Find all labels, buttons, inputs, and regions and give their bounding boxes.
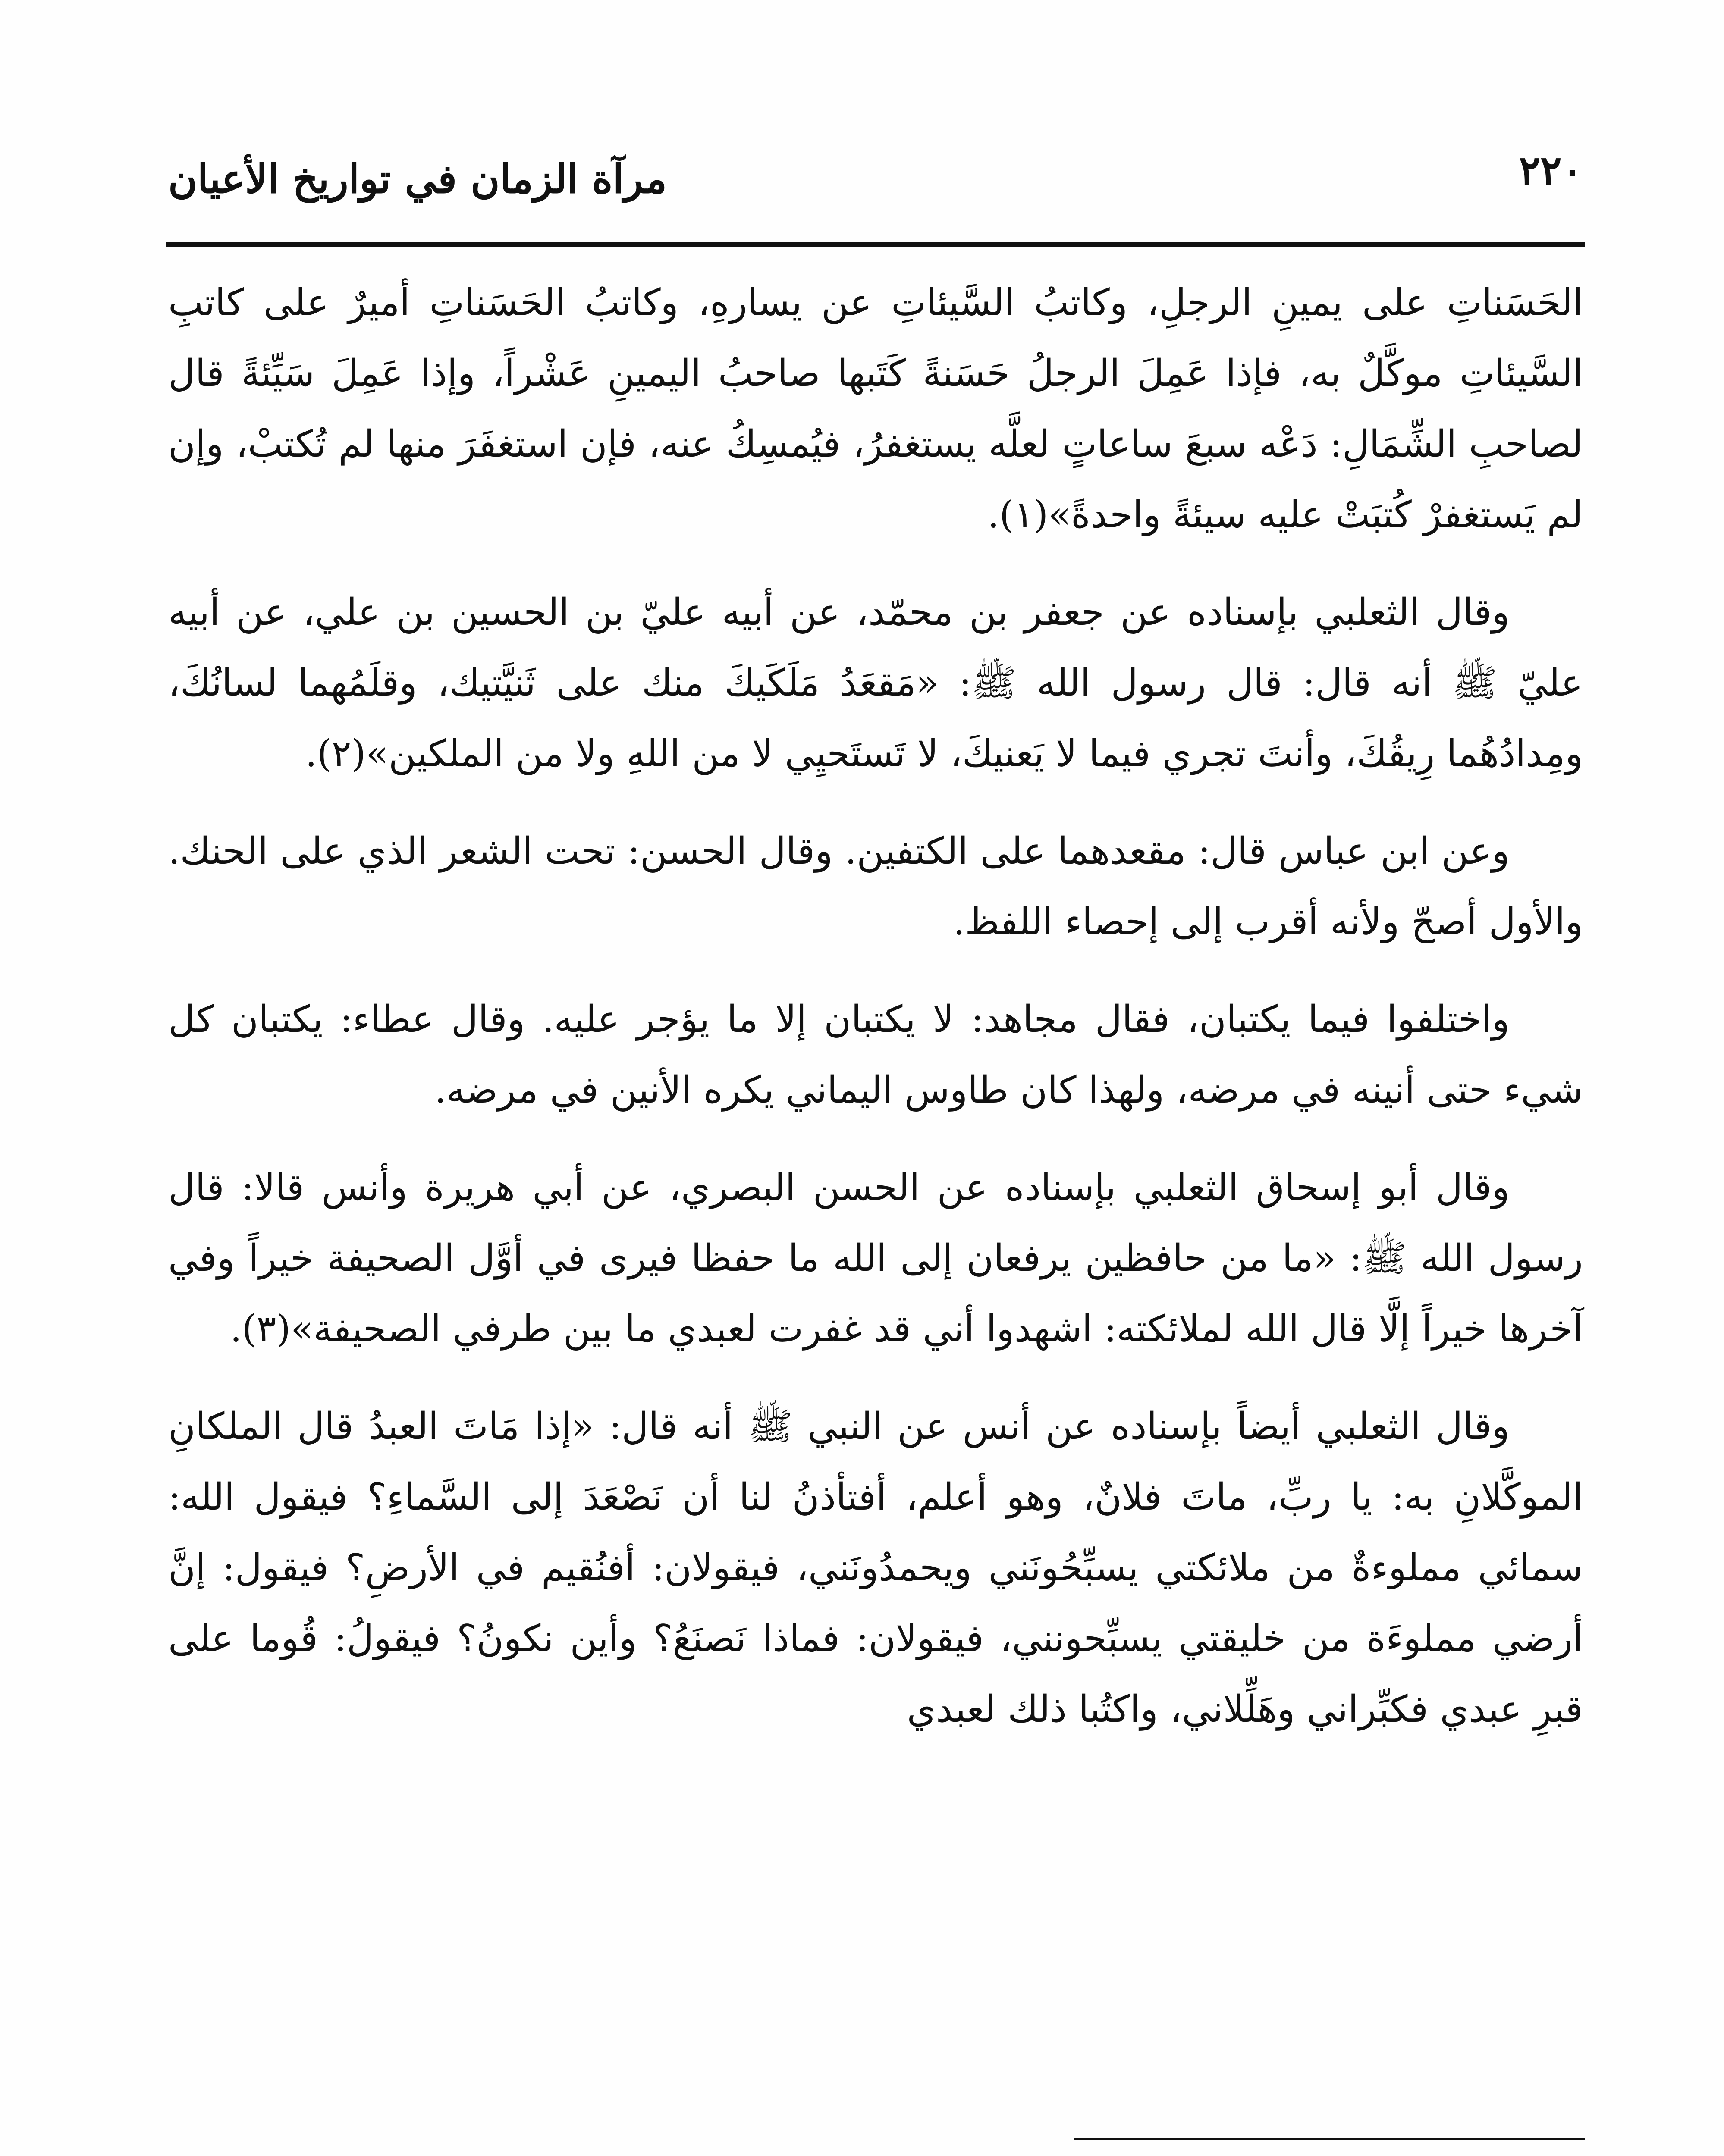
paragraph-4: واختلفوا فيما يكتبان، فقال مجاهد: لا يكتبان إلا ما يؤجر عليه. وقال عطاء: يكتبان كل شيء حتى أنينه في مرضه، ولهذا كان طاوس اليماني يكره الأنين في مرضه. (168, 998, 1583, 1112)
paragraph-1: الحَسَناتِ على يمينِ الرجلِ، وكاتبُ السَّيئاتِ عن يسارهِ، وكاتبُ الحَسَناتِ أميرٌ على كاتبِ السَّيئاتِ موكَّلٌ به، فإذا عَمِلَ الرجلُ حَسَنةً كَتَبها صاحبُ اليمينِ عَشْراً، وإذا عَمِلَ سَيِّئةً قال لصاحبِ الشِّمَالِ: دَعْه سبعَ ساعاتٍ لعلَّه يستغفرُ، فيُمسِكُ عنه، فإن استغفَرَ منها لم تُكتبْ، وإن لم يَستغفرْ كُتبَتْ عليه سيئةً واحدةً»(١). (168, 281, 1583, 536)
main-text (168, 267, 1583, 1771)
paragraph-6: وقال الثعلبي أيضاً بإسناده عن أنس عن النبي ﷺ أنه قال: «إذا مَاتَ العبدُ قال الملكانِ الموكَّلانِ به: يا ربِّ، ماتَ فلانٌ، وهو أعلم، أفتأذنُ لنا أن نَصْعَدَ إلى السَّماءِ؟ فيقول الله: سمائي مملوءةٌ من ملائكتي يسبِّحُونَني ويحمدُونَني، فيقولان: أفنُقيم في الأرضِ؟ فيقول: إنَّ أرضي مملوءَة من خليقتي يسبِّحونني، فيقولان: فماذا نَصنَعُ؟ وأين نكونُ؟ فيقولُ: قُوما على قبرِ عبدي فكبِّراني وهَلِّلاني، واكتُبا ذلك لعبدي (168, 1405, 1583, 1731)
paragraph-5: وقال أبو إسحاق الثعلبي بإسناده عن الحسن البصري، عن أبي هريرة وأنس قالا: قال رسول الله ﷺ: «ما من حافظين يرفعان إلى الله ما حفظا فيرى في أوَّل الصحيفة خيراً وفي آخرها خيراً إلَّا قال الله لملائكته: اشهدوا أني قد غفرت لعبدي ما بين طرفي الصحيفة»(٣). (168, 1166, 1583, 1351)
paragraph-2: وقال الثعلبي بإسناده عن جعفر بن محمّد، عن أبيه عليّ بن الحسين بن علي، عن أبيه عليّ ﷺ أنه قال: قال رسول الله ﷺ: «مَقعَدُ مَلَكَيكَ منك على ثَنيَّتيك، وقلَمُهما لسانُكَ، ومِدادُهُما رِيقُكَ، وأنتَ تجري فيما لا يَعنيكَ، لا تَستَحيِي لا من اللهِ ولا من الملكين»(٢). (168, 591, 1583, 775)
running-title: مرآة الزمان في تواريخ الأعيان (168, 156, 667, 202)
header-rule (166, 242, 1585, 247)
page-header (168, 142, 1583, 241)
paragraph-3: وعن ابن عباس قال: مقعدهما على الكتفين. وقال الحسن: تحت الشعر الذي على الحنك. والأول أصحّ ولأنه أقرب إلى إحصاء اللفظ. (168, 830, 1583, 943)
page-number: ٢٢٠ (1519, 147, 1583, 194)
footnote-rule (1074, 2138, 1585, 2140)
